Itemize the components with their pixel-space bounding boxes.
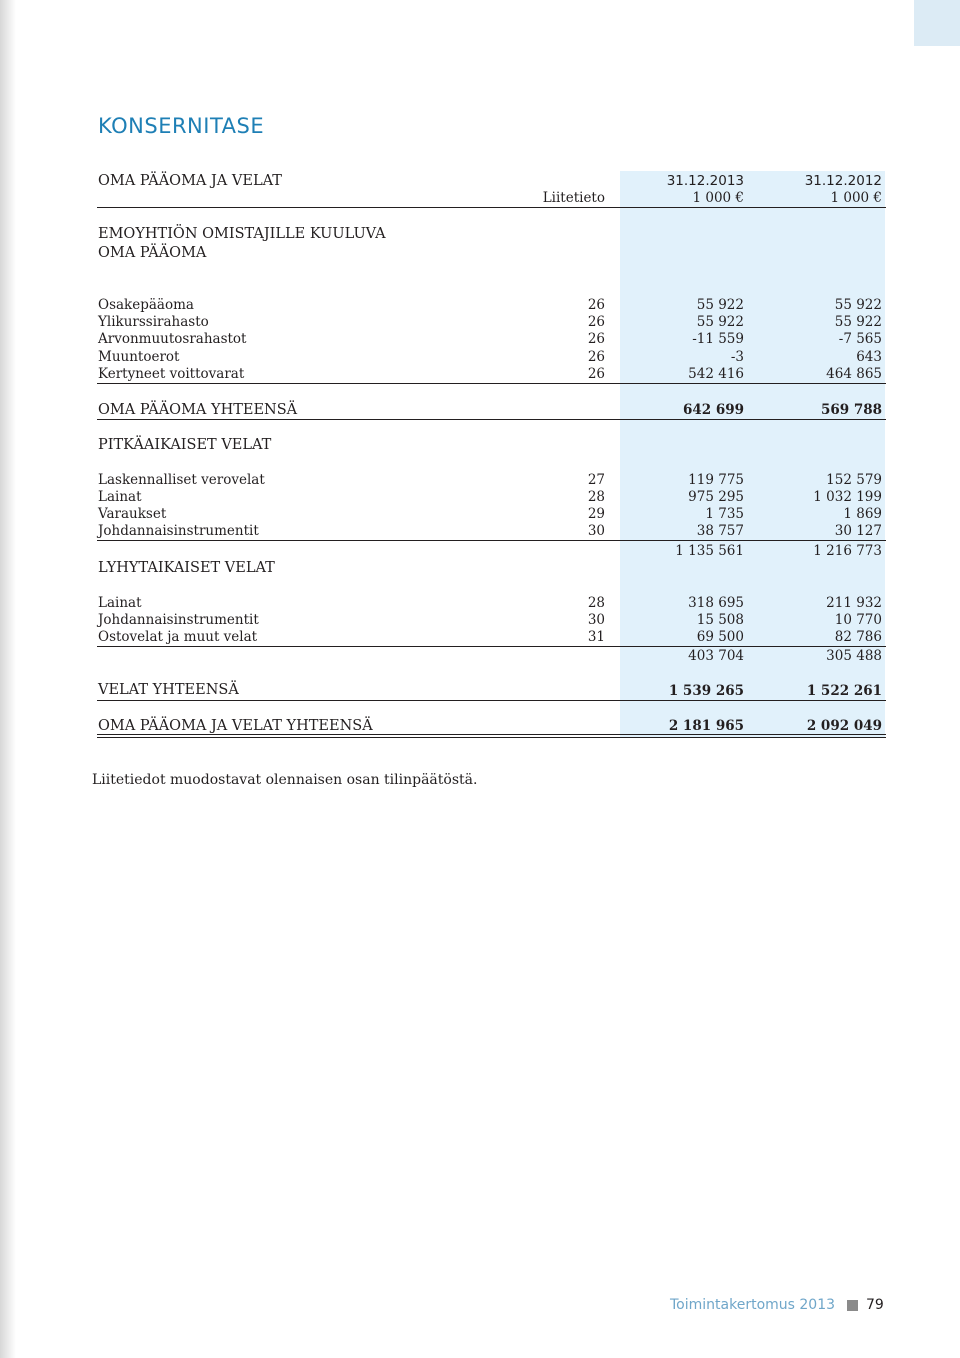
row-value-2013: 975 295 <box>688 489 744 505</box>
row-note: 26 <box>587 331 605 347</box>
row-label: Varaukset <box>98 506 167 522</box>
row-value-2012: 55 922 <box>834 314 882 330</box>
equity-total-label: OMA PÄÄOMA YHTEENSÄ <box>98 402 298 418</box>
row-note: 30 <box>587 523 605 539</box>
row-value-2013: 69 500 <box>696 629 744 645</box>
grand-total-2012: 2 092 049 <box>806 718 882 734</box>
row-note: 27 <box>587 472 605 488</box>
noncurrent-subtotal-2013: 1 135 561 <box>675 543 744 559</box>
row-value-2013: 55 922 <box>696 297 744 313</box>
row-value-2012: 10 770 <box>834 612 882 628</box>
row-note: 26 <box>587 349 605 365</box>
current-subtotal-2013: 403 704 <box>688 648 744 664</box>
row-note: 29 <box>587 506 605 522</box>
row-value-2013: -3 <box>730 349 744 365</box>
row-value-2012: 152 579 <box>826 472 882 488</box>
row-value-2013: 55 922 <box>696 314 744 330</box>
row-label: Ylikurssirahasto <box>98 314 209 330</box>
equity-total-2012: 569 788 <box>820 402 882 418</box>
equity-total-rule <box>97 419 886 420</box>
row-label: Ostovelat ja muut velat <box>98 629 258 645</box>
row-value-2012: 55 922 <box>834 297 882 313</box>
liabilities-total-rule <box>97 700 886 701</box>
equity-total-2013: 642 699 <box>682 402 744 418</box>
row-value-2013: 1 735 <box>705 506 744 522</box>
row-value-2013: 38 757 <box>696 523 744 539</box>
noncurrent-subtotal-2012: 1 216 773 <box>813 543 882 559</box>
row-value-2013: 318 695 <box>688 595 744 611</box>
row-value-2012: 30 127 <box>834 523 882 539</box>
row-label: Laskennalliset verovelat <box>98 472 265 488</box>
header-rule <box>97 207 886 208</box>
row-value-2013: 542 416 <box>688 366 744 382</box>
equity-heading-line2: OMA PÄÄOMA <box>98 245 207 261</box>
unit-2012: 1 000 € <box>830 190 882 206</box>
row-value-2012: 1 869 <box>843 506 882 522</box>
section-title: OMA PÄÄOMA JA VELAT <box>98 173 282 189</box>
footer-square-icon <box>847 1300 858 1311</box>
row-label: Lainat <box>98 489 142 505</box>
row-note: 26 <box>587 297 605 313</box>
current-subtotal-2012: 305 488 <box>826 648 882 664</box>
grand-total-2013: 2 181 965 <box>668 718 744 734</box>
row-label: Kertyneet voittovarat <box>98 366 245 382</box>
current-rows-rule <box>97 646 886 647</box>
grand-total-double-rule <box>97 734 886 738</box>
equity-heading-line1: EMOYHTIÖN OMISTAJILLE KUULUVA <box>98 226 386 242</box>
row-value-2012: 464 865 <box>826 366 882 382</box>
noncurrent-rows-rule <box>97 540 886 541</box>
row-label: Arvonmuutosrahastot <box>98 331 247 347</box>
row-label: Lainat <box>98 595 142 611</box>
row-value-2013: 15 508 <box>696 612 744 628</box>
row-note: 31 <box>587 629 605 645</box>
row-label: Johdannaisinstrumentit <box>98 523 259 539</box>
page-title: KONSERNITASE <box>98 114 265 138</box>
noncurrent-heading: PITKÄAIKAISET VELAT <box>98 437 272 453</box>
liabilities-total-label: VELAT YHTEENSÄ <box>98 682 239 698</box>
liabilities-total-2013: 1 539 265 <box>668 683 744 699</box>
footer-doc-title: Toimintakertomus 2013 <box>670 1297 836 1313</box>
equity-rows-rule <box>97 383 886 384</box>
column-header-2013: 31.12.2013 <box>666 173 744 189</box>
row-value-2012: -7 565 <box>838 331 882 347</box>
row-value-2012: 211 932 <box>826 595 882 611</box>
note-column-header: Liitetieto <box>542 190 605 206</box>
corner-decoration <box>914 0 960 46</box>
page-edge-shadow <box>0 0 16 1358</box>
row-label: Osakepääoma <box>98 297 194 313</box>
row-value-2013: 119 775 <box>688 472 744 488</box>
row-note: 28 <box>587 595 605 611</box>
row-value-2012: 1 032 199 <box>813 489 882 505</box>
unit-2013: 1 000 € <box>692 190 744 206</box>
row-label: Johdannaisinstrumentit <box>98 612 259 628</box>
row-note: 26 <box>587 366 605 382</box>
row-note: 30 <box>587 612 605 628</box>
page-footer <box>670 1296 884 1314</box>
row-note: 28 <box>587 489 605 505</box>
liabilities-total-2012: 1 522 261 <box>806 683 882 699</box>
page-number: 79 <box>866 1297 884 1313</box>
row-note: 26 <box>587 314 605 330</box>
row-label: Muuntoerot <box>98 349 180 365</box>
row-value-2012: 82 786 <box>834 629 882 645</box>
row-value-2013: -11 559 <box>692 331 744 347</box>
grand-total-label: OMA PÄÄOMA JA VELAT YHTEENSÄ <box>98 718 373 734</box>
footnote: Liitetiedot muodostavat olennaisen osan tilinpäätöstä. <box>92 772 478 788</box>
current-heading: LYHYTAIKAISET VELAT <box>98 560 275 576</box>
column-header-2012: 31.12.2012 <box>804 173 882 189</box>
row-value-2012: 643 <box>856 349 882 365</box>
